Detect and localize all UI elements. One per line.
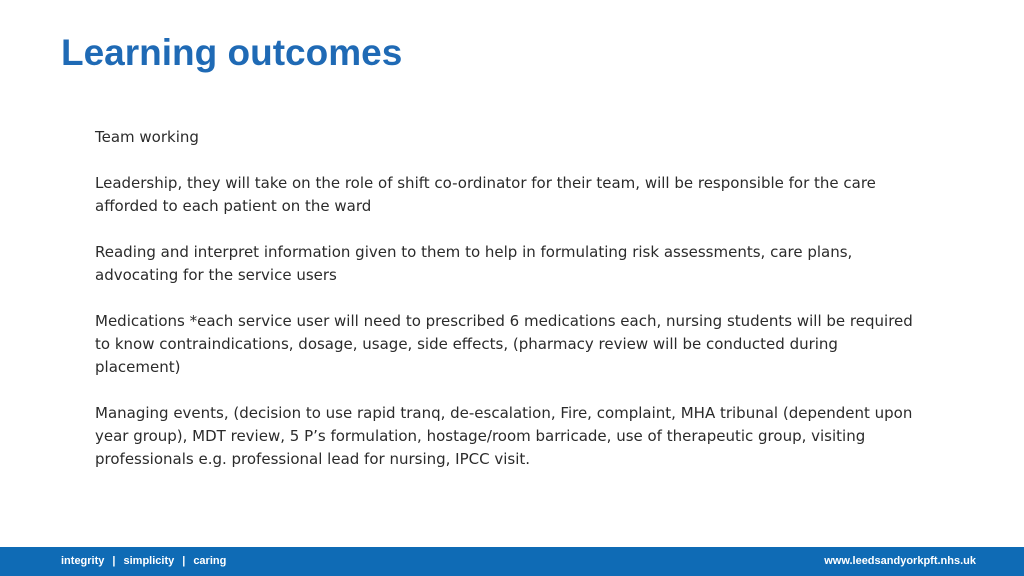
footer-bar bbox=[0, 547, 1024, 576]
outcome-team-working: Team working bbox=[95, 128, 199, 146]
footer-separator: | bbox=[182, 555, 186, 567]
footer-value-simplicity: simplicity bbox=[123, 555, 175, 567]
footer-value-caring: caring bbox=[193, 555, 227, 567]
slide-title: Learning outcomes bbox=[61, 32, 403, 73]
footer-separator: | bbox=[112, 555, 116, 567]
outcome-medications: Medications *each service user will need to prescribed 6 medications each, nursing students will be required to know contraindications, dosage, usage, side effects, (pharmacy review will be conducted during placement) bbox=[95, 312, 913, 376]
outcome-leadership: Leadership, they will take on the role of shift co-ordinator for their team, will be responsible for the care afforded to each patient on the ward bbox=[95, 174, 876, 215]
outcome-reading: Reading and interpret information given to them to help in formulating risk assessments, care plans, advocating for the service users bbox=[95, 243, 853, 284]
slide-body bbox=[95, 126, 925, 494]
footer-value-integrity: integrity bbox=[61, 555, 105, 567]
footer-website-link[interactable]: www.leedsandyorkpft.nhs.uk bbox=[824, 555, 976, 567]
footer-values bbox=[61, 547, 226, 576]
outcome-managing-events: Managing events, (decision to use rapid tranq, de-escalation, Fire, complaint, MHA tribunal (dependent upon year group), MDT review, 5 P’s formulation, hostage/room barricade, use of therapeutic group, visiting professionals e.g. professional lead for nursing, IPCC visit. bbox=[95, 404, 913, 468]
